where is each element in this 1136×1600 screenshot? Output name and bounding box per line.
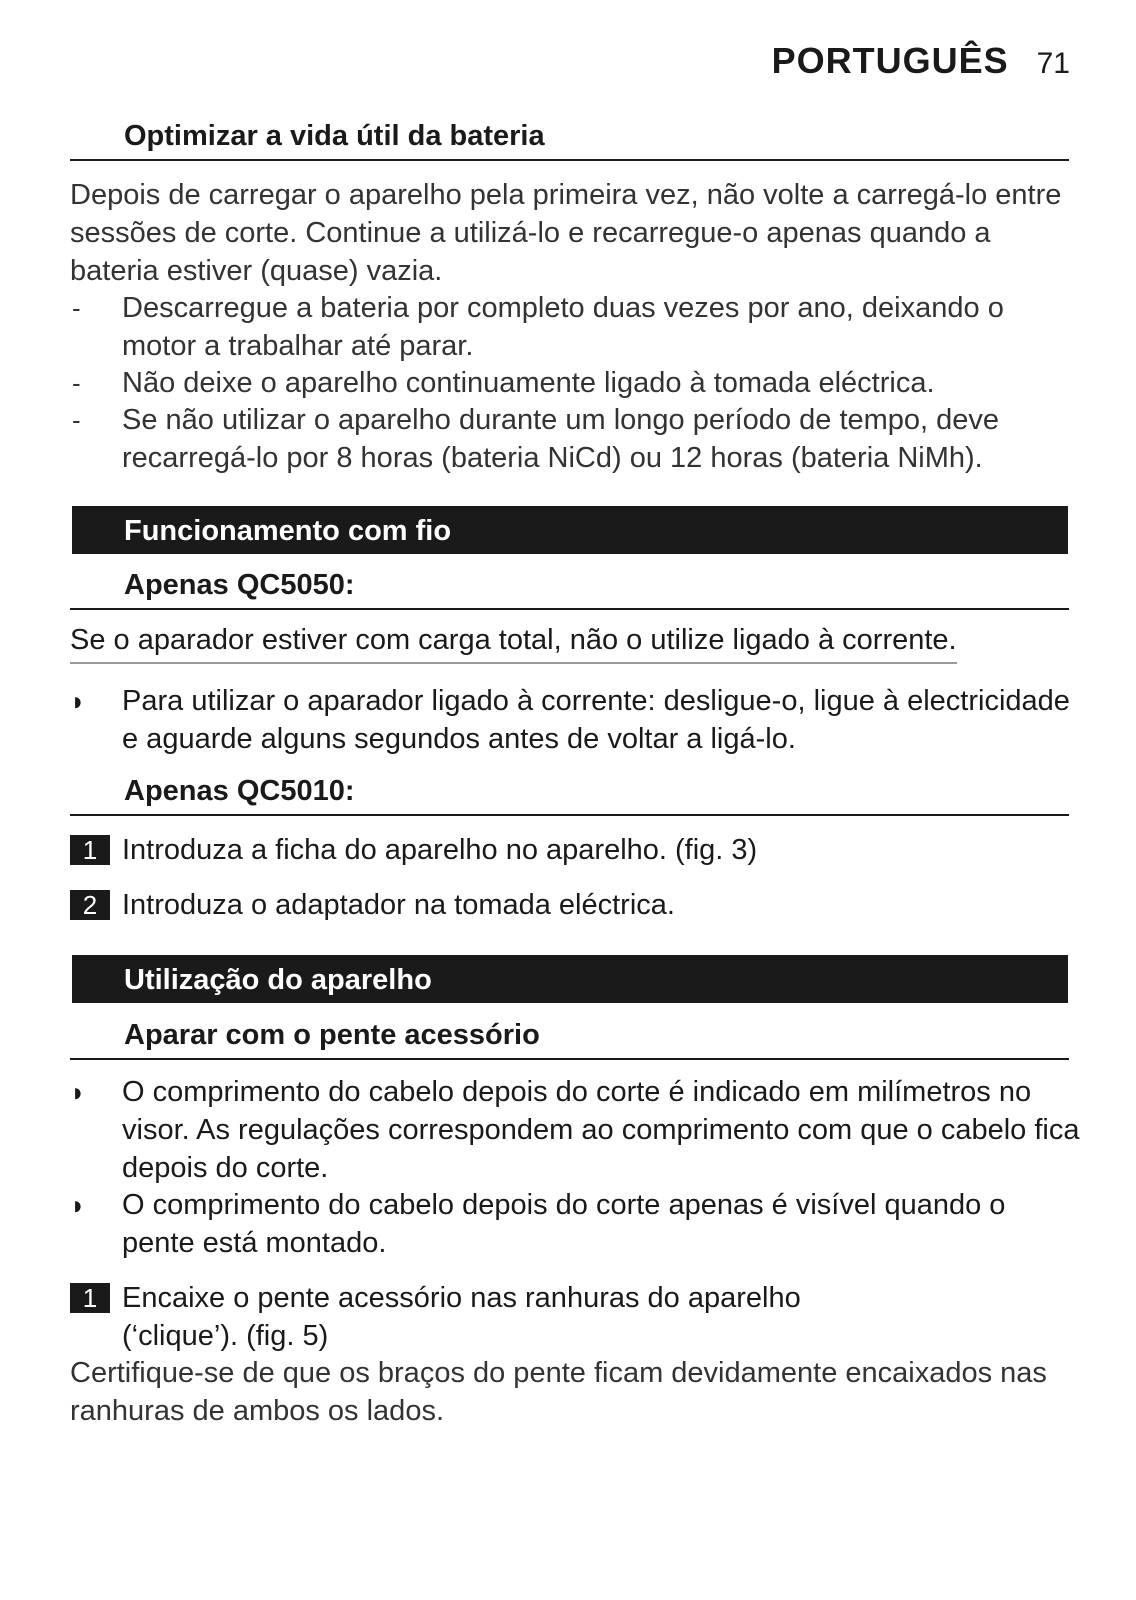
battery-dash-text: Descarregue a bateria por completo duas vezes por ano, deixando o motor a trabalhar até parar. <box>122 292 1004 362</box>
usage-note: Certifique-se de que os braços do pente ficam devidamente encaixados nas ranhuras de ambos os lados. <box>70 1357 1047 1427</box>
usage-section-bar: Utilização do aparelho <box>72 955 1068 1003</box>
page-number: 71 <box>1036 47 1070 80</box>
qc5050-bullet-text: Para utilizar o aparador ligado à corrente: desligue-o, ligue à electricidade e aguarde alguns segundos antes de voltar a ligá-lo. <box>122 685 1070 755</box>
bullet-icon: ◗ <box>70 1077 86 1107</box>
step-number-badge: 1 <box>70 1283 110 1313</box>
corded-section-bar: Funcionamento com fio <box>72 506 1068 554</box>
step-number-badge: 2 <box>70 890 110 920</box>
dash-marker: - <box>72 405 81 435</box>
step-number-badge: 1 <box>70 835 110 865</box>
usage-bullet-text: O comprimento do cabelo depois do corte é indicado em milímetros no visor. As regulações correspondem ao comprimento com que o cabelo fica depois do corte. <box>122 1076 1080 1184</box>
usage-bullet-text: O comprimento do cabelo depois do corte apenas é visível quando o pente está montado. <box>122 1189 1006 1259</box>
step-text: Introduza a ficha do aparelho no aparelho. (fig. 3) <box>122 834 758 866</box>
bullet-icon: ◗ <box>70 1190 86 1220</box>
battery-dash-text: Não deixe o aparelho continuamente ligado à tomada eléctrica. <box>122 367 935 399</box>
qc5010-title: Apenas QC5010: <box>70 768 1069 816</box>
dash-marker: - <box>72 368 81 398</box>
bullet-icon: ◗ <box>70 686 86 716</box>
step-text: Introduza o adaptador na tomada eléctrica. <box>122 889 675 921</box>
dash-marker: - <box>72 293 81 323</box>
step-text: Encaixe o pente acessório nas ranhuras do aparelho (‘clique’). (fig. 5) <box>122 1282 801 1352</box>
qc5050-title: Apenas QC5050: <box>70 562 1069 610</box>
qc5050-warning: Se o aparador estiver com carga total, não o utilize ligado à corrente. <box>70 620 957 664</box>
page-header <box>772 40 1070 82</box>
battery-intro: Depois de carregar o aparelho pela primeira vez, não volte a carregá-lo entre sessões de corte. Continue a utilizá-lo e recarregue-o apenas quando a bateria estiver (quase) vazia. <box>70 179 1062 287</box>
battery-section-title: Optimizar a vida útil da bateria <box>70 113 1069 161</box>
battery-dash-text: Se não utilizar o aparelho durante um longo período de tempo, deve recarregá-lo por 8 horas (bateria NiCd) ou 12 horas (bateria NiMh). <box>122 404 1000 474</box>
header-language: PORTUGUÊS <box>771 40 1009 81</box>
comb-title: Aparar com o pente acessório <box>70 1012 1069 1060</box>
